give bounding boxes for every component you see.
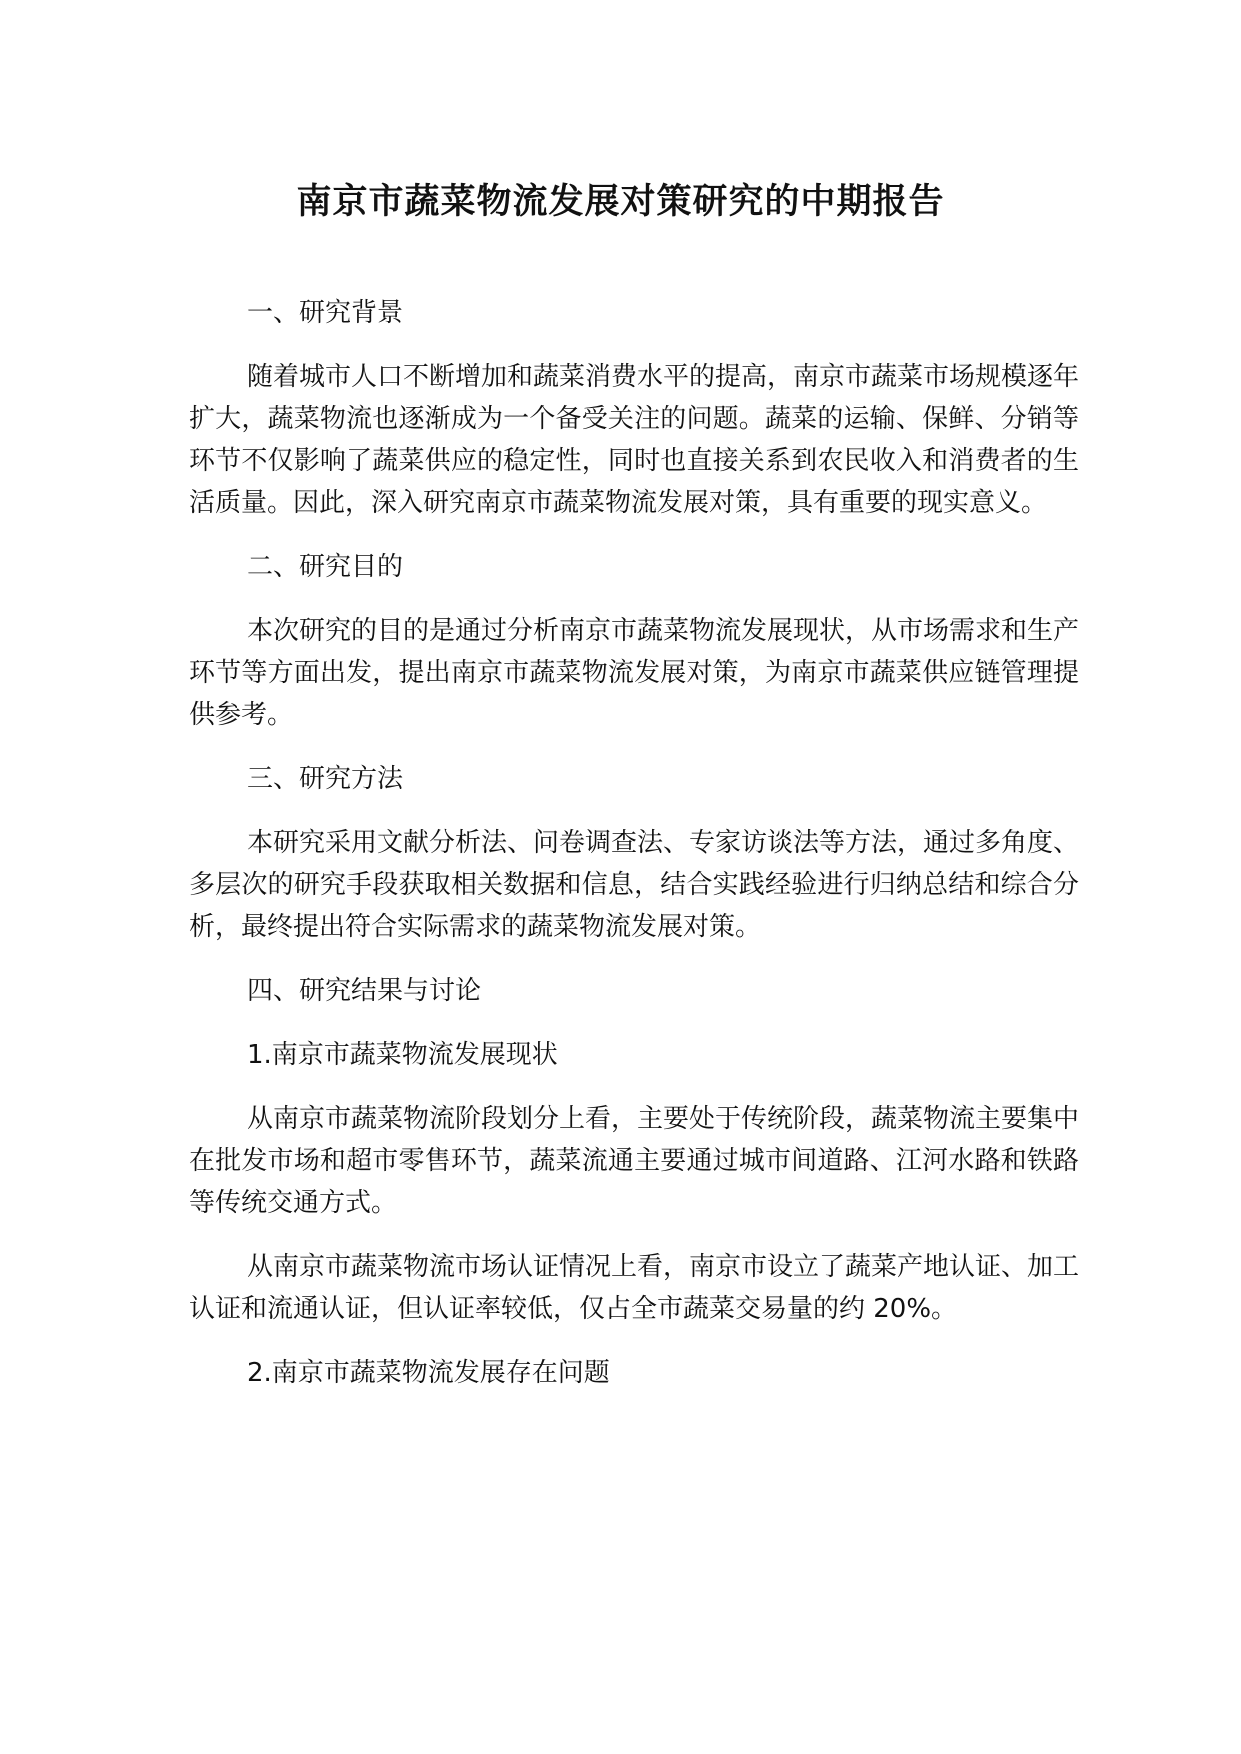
paragraph-status-certification: 从南京市蔬菜物流市场认证情况上看，南京市设立了蔬菜产地认证、加工认证和流通认证，但认证率较低，仅占全市蔬菜交易量的约 20%。 — [189, 1252, 1080, 1324]
section-heading-results: 四、研究结果与讨论 — [247, 976, 482, 1006]
paragraph-purpose: 本次研究的目的是通过分析南京市蔬菜物流发展现状，从市场需求和生产环节等方面出发，提出南京市蔬菜物流发展对策，为南京市蔬菜供应链管理提供参考。 — [189, 616, 1080, 730]
document-title: 南京市蔬菜物流发展对策研究的中期报告 — [296, 182, 945, 222]
subsection-heading-problems: 2.南京市蔬菜物流发展存在问题 — [247, 1358, 610, 1388]
section-heading-background: 一、研究背景 — [247, 298, 404, 328]
section-heading-purpose: 二、研究目的 — [247, 552, 404, 582]
subsection-heading-status: 1.南京市蔬菜物流发展现状 — [247, 1040, 558, 1070]
section-heading-method: 三、研究方法 — [247, 764, 404, 794]
paragraph-status-stage: 从南京市蔬菜物流阶段划分上看，主要处于传统阶段，蔬菜物流主要集中在批发市场和超市零售环节，蔬菜流通主要通过城市间道路、江河水路和铁路等传统交通方式。 — [189, 1104, 1080, 1218]
paragraph-method: 本研究采用文献分析法、问卷调查法、专家访谈法等方法，通过多角度、多层次的研究手段获取相关数据和信息，结合实践经验进行归纳总结和综合分析，最终提出符合实际需求的蔬菜物流发展对策。 — [189, 828, 1080, 942]
document-body — [189, 292, 1079, 1416]
paragraph-background: 随着城市人口不断增加和蔬菜消费水平的提高，南京市蔬菜市场规模逐年扩大，蔬菜物流也逐渐成为一个备受关注的问题。蔬菜的运输、保鲜、分销等环节不仅影响了蔬菜供应的稳定性，同时也直接关系到农民收入和消费者的生活质量。因此，深入研究南京市蔬菜物流发展对策，具有重要的现实意义。 — [189, 362, 1080, 518]
